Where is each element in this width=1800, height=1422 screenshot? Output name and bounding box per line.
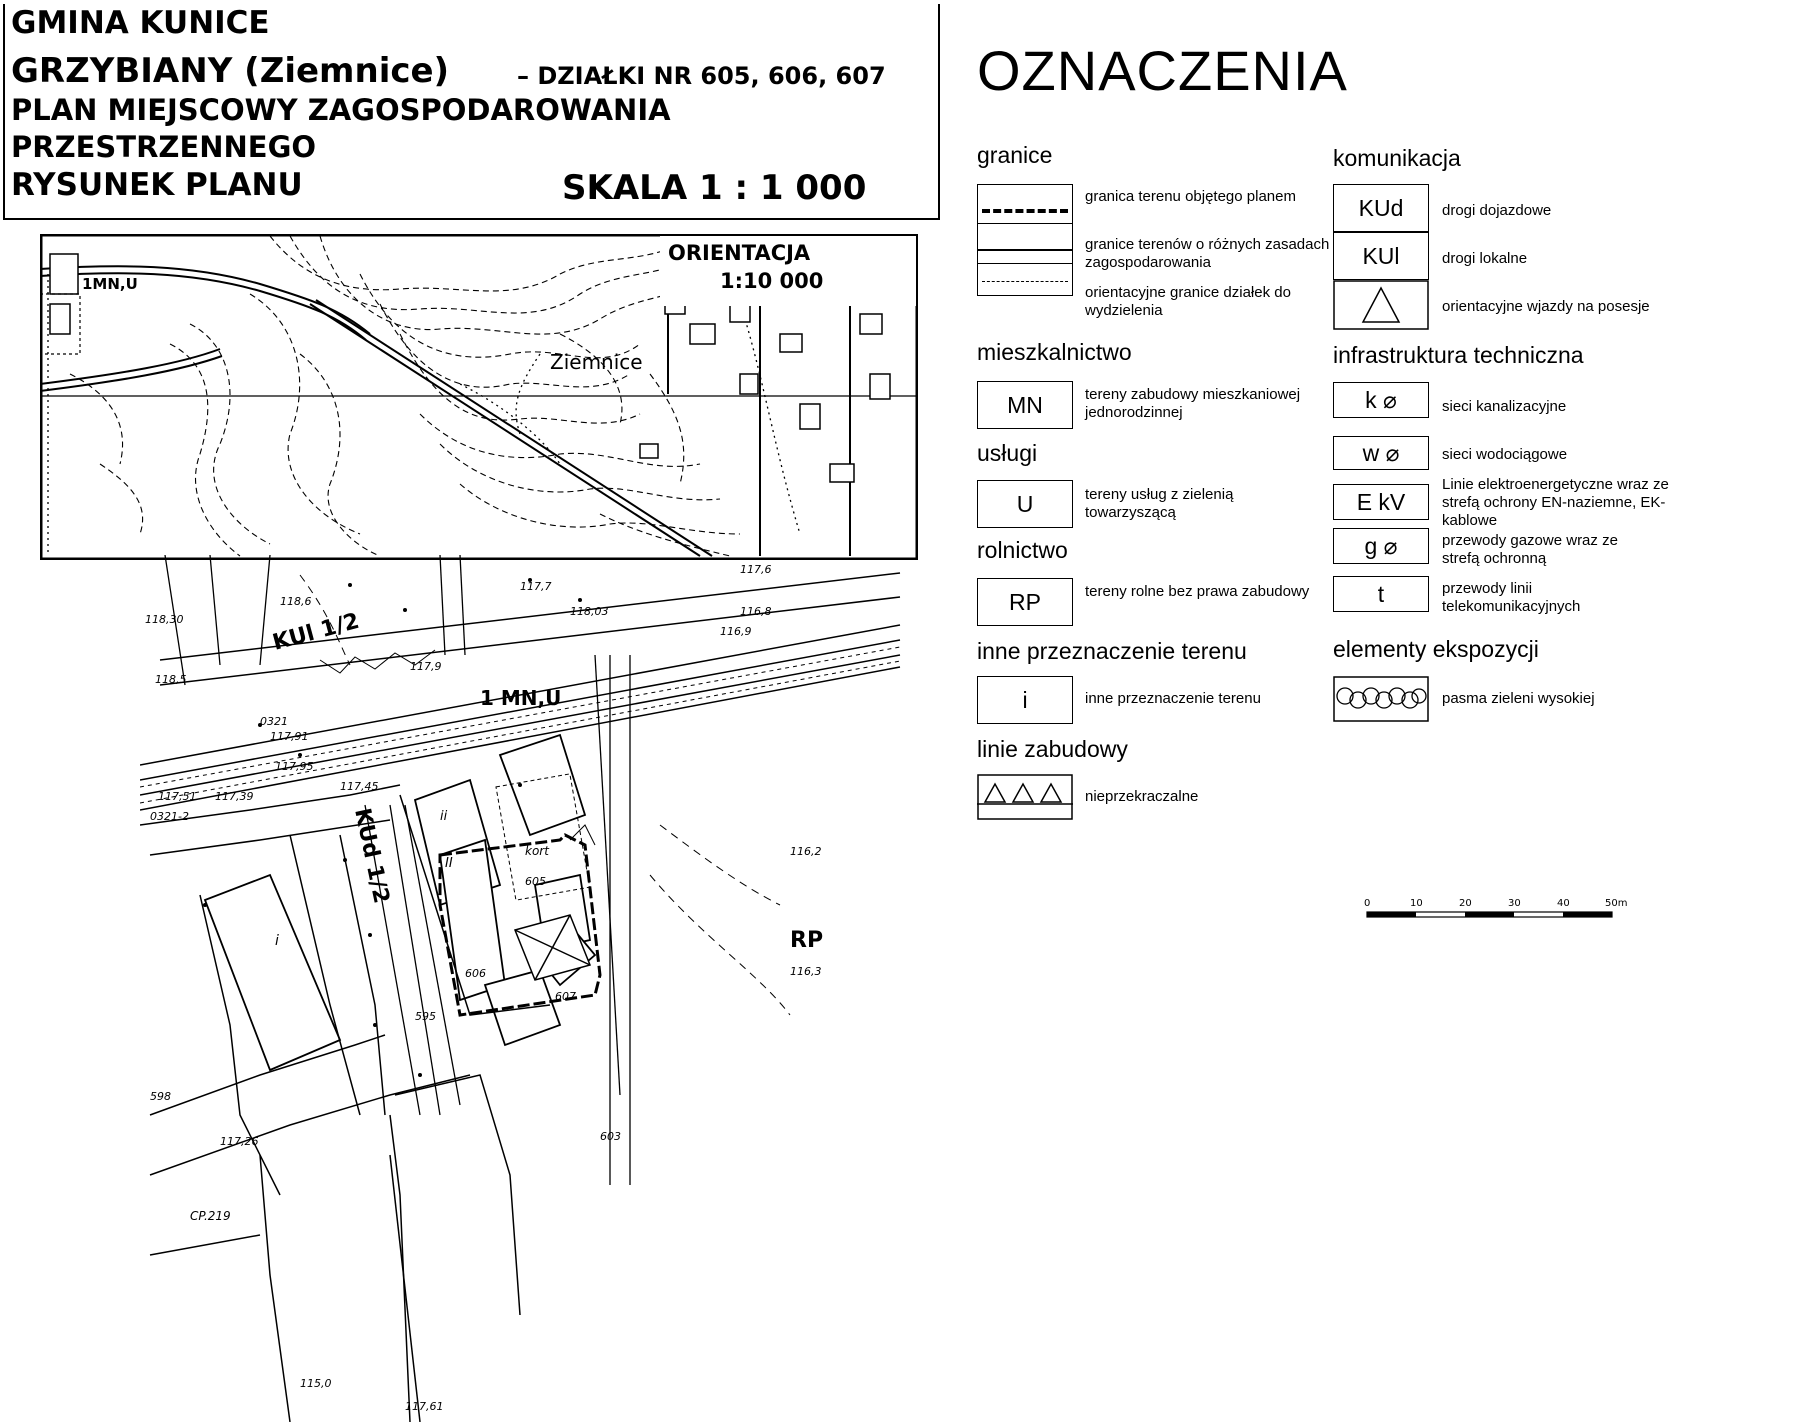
- scale-tick-10: 10: [1410, 898, 1423, 909]
- legend-cat-ekspozycja: elementy ekspozycji: [1333, 636, 1539, 662]
- legend-e-desc: Linie elektroenergetyczne wraz ze strefą ochrony EN-naziemne, EK-kablowe: [1442, 476, 1669, 529]
- legend-kul-desc: drogi lokalne: [1442, 250, 1528, 267]
- legend-granice-desc-1: granica terenu objętego planem: [1085, 188, 1296, 205]
- legend-g-symbol: g ⌀: [1333, 528, 1429, 564]
- legend-u-desc: tereny usług z zielenią towarzyszącą: [1085, 486, 1234, 521]
- title-plan-line2: PRZESTRZENNEGO: [11, 130, 317, 164]
- legend-i-symbol: i: [977, 676, 1073, 724]
- road-kul-label: KUl 1/2: [270, 608, 362, 656]
- legend-i-desc: inne przeznaczenie terenu: [1085, 690, 1261, 707]
- title-plan-line1: PLAN MIEJSCOWY ZAGOSPODAROWANIA: [11, 93, 671, 127]
- legend-building-line-symbol: [977, 774, 1073, 820]
- title-village: GRZYBIANY (Ziemnice): [11, 51, 450, 91]
- scale-tick-0: 0: [1364, 898, 1371, 909]
- elev-11791: 117,91: [270, 730, 309, 743]
- legend-kul-symbol: KUl: [1333, 232, 1429, 280]
- road-lines: [165, 555, 630, 1185]
- legend-u-symbol: U: [977, 480, 1073, 528]
- scale-tick-20: 20: [1459, 898, 1472, 909]
- scale-tick-30: 30: [1508, 898, 1521, 909]
- court-label: kort: [525, 844, 549, 858]
- elev-1176: 117,6: [740, 563, 772, 576]
- zone-i-1: i: [275, 933, 279, 949]
- legend-cat-komunikacja: komunikacja: [1333, 145, 1461, 171]
- elev-1177: 117,7: [520, 580, 552, 593]
- elev-1186: 118,6: [280, 595, 312, 608]
- legend-entrance-symbol: [1333, 280, 1429, 330]
- title-municipality: GMINA KUNICE: [11, 5, 270, 41]
- title-parcels: – DZIAŁKI NR 605, 606, 607: [517, 62, 886, 90]
- elev-11761: 117,61: [405, 1400, 444, 1413]
- boundary-plan-symbol: [982, 209, 1068, 213]
- zone-II: II: [445, 856, 453, 871]
- legend-kud-symbol: KUd: [1333, 184, 1429, 232]
- legend-rp-symbol: RP: [977, 578, 1073, 626]
- elev-1162: 116,2: [790, 845, 822, 858]
- legend-cat-infrastruktura: infrastruktura techniczna: [1333, 342, 1584, 368]
- legend-linie-desc: nieprzekraczalne: [1085, 788, 1199, 805]
- zone-ii: ii: [440, 809, 448, 824]
- legend-mn-symbol: MN: [977, 381, 1073, 429]
- legend-title: OZNACZENIA: [977, 39, 1348, 102]
- legend-cat-mieszkalnictwo: mieszkalnictwo: [977, 339, 1132, 365]
- elev-11795: 117,95: [275, 760, 314, 773]
- legend-granice-desc-3: orientacyjne granice działek do wydzielenia: [1085, 284, 1291, 319]
- elev-1169: 116,9: [720, 625, 752, 638]
- legend-granice-desc-2: granice terenów o różnych zasadach zagospodarowania: [1085, 236, 1330, 271]
- legend-rp-desc: tereny rolne bez prawa zabudowy: [1085, 583, 1310, 600]
- road-kud-label: KUd 1/2: [349, 806, 394, 906]
- parcel-595: 595: [415, 1010, 436, 1023]
- scale-tick-40: 40: [1557, 898, 1570, 909]
- legend-cat-uslugi: usługi: [977, 440, 1038, 466]
- legend-t-desc: przewody linii telekomunikacyjnych: [1442, 580, 1581, 615]
- title-drawing: RYSUNEK PLANU: [11, 167, 303, 203]
- orientation-scale: 1:10 000: [720, 269, 824, 293]
- boundary-parcels-symbol: [982, 281, 1068, 282]
- elev-11803: 118,03: [570, 605, 609, 618]
- legend-cat-inne: inne przeznaczenie terenu: [977, 638, 1247, 664]
- legend-granice-symbols: [977, 184, 1073, 296]
- elev-1150: 115,0: [300, 1377, 332, 1390]
- zone-mnu-label: 1 MN,U: [480, 686, 562, 710]
- legend-e-symbol: E kV: [1333, 484, 1429, 520]
- parcel-598: 598: [150, 1090, 171, 1103]
- elev-1168: 116,8: [740, 605, 772, 618]
- orientation-map: [40, 234, 918, 560]
- legend-k-symbol: k ⌀: [1333, 382, 1429, 418]
- legend-g-desc: przewody gazowe wraz ze strefą ochronną: [1442, 532, 1618, 567]
- cp-label: CP.219: [190, 1209, 231, 1223]
- elev-11745: 117,45: [340, 780, 379, 793]
- elev-1163: 116,3: [790, 965, 822, 978]
- legend-cat-granice: granice: [977, 142, 1053, 168]
- legend-k-desc: sieci kanalizacyjne: [1442, 398, 1567, 415]
- legend-w-desc: sieci wodociągowe: [1442, 446, 1568, 463]
- legend-cat-rolnictwo: rolnictwo: [977, 537, 1068, 563]
- legend-entrance-desc: orientacyjne wjazdy na posesje: [1442, 298, 1650, 315]
- parcel-603: 603: [600, 1130, 621, 1143]
- parcel-607: 605: [525, 875, 546, 888]
- orientation-title: ORIENTACJA: [668, 241, 811, 265]
- legend-mn-desc: tereny zabudowy mieszkaniowej jednorodzinnej: [1085, 386, 1301, 421]
- parcel-605: 607: [555, 990, 576, 1003]
- zone-rp-label: RP: [790, 928, 824, 953]
- boundary-zones-symbol: [978, 249, 1072, 251]
- plan-map: [140, 555, 1000, 1422]
- title-scale: SKALA 1 : 1 000: [562, 168, 867, 208]
- orientation-place-label: Ziemnice: [550, 350, 643, 374]
- title-block: [3, 4, 940, 220]
- elev-11726: 117,26: [220, 1135, 259, 1148]
- elev-03212: 0321-2: [150, 810, 189, 823]
- legend-cat-linie: linie zabudowy: [977, 736, 1128, 762]
- legend-trees-desc: pasma zieleni wysokiej: [1442, 690, 1595, 707]
- elev-0321: 0321: [260, 715, 288, 728]
- elev-1179: 117,9: [410, 660, 442, 673]
- elev-11830: 118,30: [145, 613, 184, 626]
- parcel-606: 606: [465, 967, 486, 980]
- legend-t-symbol: t: [1333, 576, 1429, 612]
- elev-11739: 117,39: [215, 790, 254, 803]
- scale-bar: [1355, 890, 1635, 930]
- elev-1185: 118,5: [155, 673, 187, 686]
- elev-11751: 117,51: [158, 790, 197, 803]
- legend-w-symbol: w ⌀: [1333, 436, 1429, 470]
- orientation-zone-label: 1MN,U: [82, 275, 138, 293]
- legend-kud-desc: drogi dojazdowe: [1442, 202, 1552, 219]
- scale-tick-50: 50m: [1605, 898, 1628, 909]
- legend-trees-symbol: [1333, 676, 1429, 722]
